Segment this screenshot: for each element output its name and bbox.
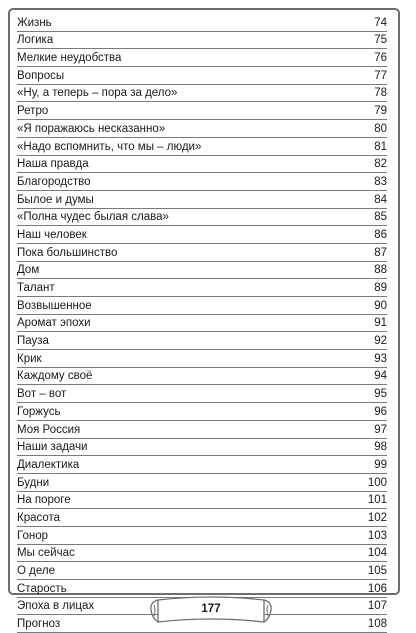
toc-entry-page: 83 bbox=[374, 175, 387, 188]
toc-entry-page: 94 bbox=[374, 370, 387, 383]
toc-entry-page: 100 bbox=[367, 476, 387, 489]
toc-entry bbox=[17, 492, 387, 510]
toc-entry-title: Аромат эпохи bbox=[17, 317, 91, 330]
toc-entry-page: 101 bbox=[367, 494, 387, 507]
toc-entry-title: «Надо вспомнить, что мы – люди» bbox=[17, 140, 202, 153]
toc-entry-page: 76 bbox=[374, 52, 387, 65]
toc-entry bbox=[17, 368, 387, 386]
toc-entry-page: 97 bbox=[374, 423, 387, 436]
toc-entry-title: Наш человек bbox=[17, 228, 87, 241]
toc-entry bbox=[17, 209, 387, 227]
toc-entry-title: Прогноз bbox=[17, 618, 61, 631]
toc-entry bbox=[17, 226, 387, 244]
toc-entry-page: 98 bbox=[374, 441, 387, 454]
toc-entry bbox=[17, 509, 387, 527]
toc-entry-page: 95 bbox=[374, 388, 387, 401]
toc-entry bbox=[17, 14, 387, 32]
toc-entry-title: Пока большинство bbox=[17, 246, 118, 259]
toc-entry-page: 92 bbox=[374, 335, 387, 348]
toc-entry bbox=[17, 545, 387, 563]
toc-entry-title: «Ну, а теперь – пора за дело» bbox=[17, 87, 178, 100]
toc-entry-page: 91 bbox=[374, 317, 387, 330]
toc-entry-page: 87 bbox=[374, 246, 387, 259]
toc-entry-title: На пороге bbox=[17, 494, 71, 507]
toc-entry-page: 84 bbox=[374, 193, 387, 206]
page-number-banner bbox=[148, 596, 274, 630]
toc-entry-title: Диалектика bbox=[17, 458, 80, 471]
toc-entry-page: 107 bbox=[367, 600, 387, 613]
toc-entry-title: Ретро bbox=[17, 105, 49, 118]
toc-entry bbox=[17, 173, 387, 191]
toc-entry-title: Вопросы bbox=[17, 69, 65, 82]
toc-entry-page: 93 bbox=[374, 352, 387, 365]
toc-entry bbox=[17, 32, 387, 50]
toc-entry-page: 78 bbox=[374, 87, 387, 100]
toc-entry-title: Эпоха в лицах bbox=[17, 600, 95, 613]
toc-entry bbox=[17, 279, 387, 297]
toc-entry bbox=[17, 138, 387, 156]
table-of-contents bbox=[17, 14, 387, 633]
toc-entry-title: Старость bbox=[17, 582, 67, 595]
toc-entry bbox=[17, 421, 387, 439]
toc-entry-title: Каждому своё bbox=[17, 370, 93, 383]
toc-entry-page: 79 bbox=[374, 105, 387, 118]
toc-entry bbox=[17, 156, 387, 174]
toc-entry bbox=[17, 350, 387, 368]
toc-entry bbox=[17, 49, 387, 67]
page-number: 177 bbox=[201, 603, 221, 615]
toc-entry-title: Дом bbox=[17, 264, 40, 277]
toc-entry-page: 89 bbox=[374, 282, 387, 294]
toc-entry-page: 96 bbox=[374, 405, 387, 418]
toc-entry-page: 106 bbox=[367, 582, 387, 595]
toc-entry-page: 82 bbox=[374, 158, 387, 171]
toc-entry-page: 86 bbox=[374, 228, 387, 241]
toc-entry-title: Крик bbox=[17, 352, 42, 365]
toc-entry bbox=[17, 85, 387, 103]
toc-entry-title: Мы сейчас bbox=[17, 547, 75, 560]
toc-entry bbox=[17, 297, 387, 315]
toc-entry bbox=[17, 67, 387, 85]
toc-entry-title: Пауза bbox=[17, 335, 49, 348]
toc-entry-page: 102 bbox=[367, 511, 387, 524]
toc-entry-page: 103 bbox=[367, 529, 387, 542]
toc-entry-page: 90 bbox=[374, 299, 387, 312]
toc-entry bbox=[17, 315, 387, 333]
toc-entry bbox=[17, 562, 387, 580]
toc-entry-title: Мелкие неудобства bbox=[17, 52, 122, 65]
toc-entry bbox=[17, 403, 387, 421]
toc-entry bbox=[17, 120, 387, 138]
toc-entry-title: Жизнь bbox=[17, 16, 52, 29]
toc-entry-page: 108 bbox=[367, 618, 387, 631]
toc-entry-page: 85 bbox=[374, 211, 387, 224]
toc-entry-title: Былое и думы bbox=[17, 193, 94, 206]
toc-entry-title: Логика bbox=[17, 34, 54, 47]
toc-entry-page: 77 bbox=[374, 69, 387, 82]
toc-entry-title: О деле bbox=[17, 565, 55, 577]
toc-entry-title: «Я поражаюсь несказанно» bbox=[17, 122, 166, 135]
toc-entry-page: 80 bbox=[374, 122, 387, 135]
toc-entry-title: Благородство bbox=[17, 175, 91, 188]
toc-entry-page: 81 bbox=[374, 140, 387, 153]
toc-entry-page: 75 bbox=[374, 34, 387, 47]
toc-entry bbox=[17, 474, 387, 492]
toc-entry-title: Гонор bbox=[17, 529, 48, 542]
toc-entry-title: «Полна чудес былая слава» bbox=[17, 211, 169, 224]
toc-entry bbox=[17, 385, 387, 403]
toc-entry-title: Будни bbox=[17, 476, 50, 489]
toc-entry-title: Моя Россия bbox=[17, 423, 81, 436]
toc-entry bbox=[17, 456, 387, 474]
toc-entry bbox=[17, 191, 387, 209]
toc-entry-title: Талант bbox=[17, 282, 55, 294]
toc-entry-title: Наша правда bbox=[17, 158, 89, 171]
toc-entry bbox=[17, 439, 387, 457]
toc-entry-title: Возвышенное bbox=[17, 299, 92, 312]
toc-entry-page: 74 bbox=[374, 16, 387, 29]
toc-entry bbox=[17, 527, 387, 545]
toc-entry bbox=[17, 332, 387, 350]
toc-entry-page: 88 bbox=[374, 264, 387, 277]
toc-entry-title: Горжусь bbox=[17, 405, 61, 418]
toc-entry bbox=[17, 262, 387, 280]
toc-entry-page: 99 bbox=[374, 458, 387, 471]
toc-entry bbox=[17, 102, 387, 120]
toc-entry-title: Красота bbox=[17, 511, 61, 524]
toc-entry bbox=[17, 244, 387, 262]
toc-entry-title: Наши задачи bbox=[17, 441, 88, 454]
toc-entry-page: 104 bbox=[367, 547, 387, 560]
toc-entry-title: Вот – вот bbox=[17, 388, 67, 401]
toc-entry-page: 105 bbox=[367, 565, 387, 577]
